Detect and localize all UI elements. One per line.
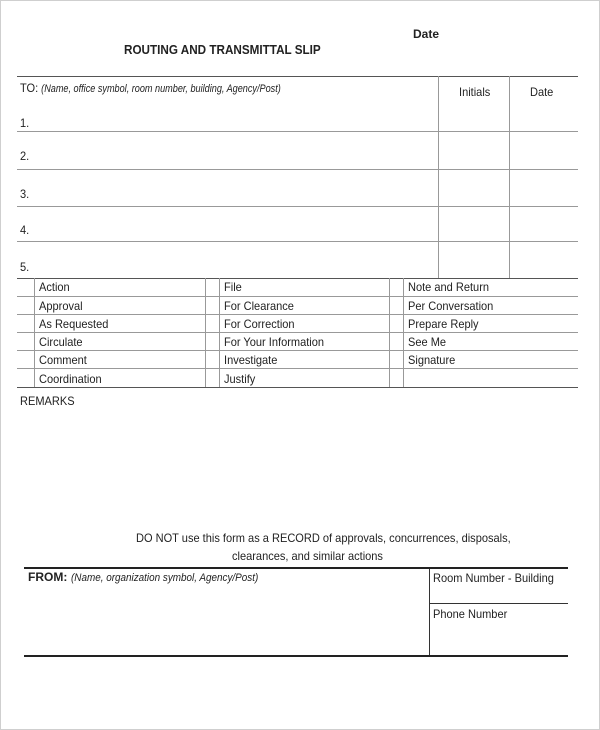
to-field-label	[20, 81, 308, 95]
to-row-number: 5.	[20, 260, 30, 274]
from-prefix: FROM:	[28, 570, 68, 584]
checkbox-column-divider	[403, 278, 404, 387]
to-row-rule	[17, 241, 578, 242]
phone-top-rule	[429, 603, 568, 604]
to-row-rule	[17, 131, 578, 132]
to-row-number: 2.	[20, 149, 30, 163]
notice-line-1: DO NOT use this form as a RECORD of approvals, concurrences, disposals,	[136, 531, 511, 545]
action-option: Coordination	[39, 372, 102, 386]
to-hint: (Name, office symbol, room number, building, Agency/Post)	[41, 83, 281, 95]
actions-row-rule	[17, 368, 578, 369]
header-date-label: Date	[413, 27, 440, 41]
action-option: For Correction	[224, 317, 295, 331]
to-row-number: 4.	[20, 223, 30, 237]
initials-column-header: Initials	[459, 85, 491, 99]
action-option: File	[224, 280, 242, 294]
checkbox-column-divider	[389, 278, 390, 387]
action-option: For Your Information	[224, 335, 325, 349]
action-option: Approval	[39, 299, 83, 313]
notice-line-2: clearances, and similar actions	[232, 549, 383, 563]
phone-number-label: Phone Number	[433, 607, 508, 621]
action-option: Investigate	[224, 353, 278, 367]
to-row-rule	[17, 169, 578, 170]
from-bottom-rule	[24, 655, 568, 657]
remarks-label: REMARKS	[20, 394, 75, 408]
action-option: Signature	[408, 353, 456, 367]
to-top-rule	[17, 76, 578, 77]
actions-row-rule	[17, 332, 578, 333]
action-option: Note and Return	[408, 280, 490, 294]
action-option: Justify	[224, 372, 256, 386]
room-number-label: Room Number - Building	[433, 571, 554, 585]
actions-row-rule	[17, 314, 578, 315]
action-option: Per Conversation	[408, 299, 494, 313]
action-option: As Requested	[39, 317, 109, 331]
date-left-divider	[509, 76, 510, 278]
checkbox-column-divider	[205, 278, 206, 387]
to-row-number: 1.	[20, 116, 30, 130]
actions-row-rule	[17, 350, 578, 351]
to-row-number: 3.	[20, 187, 30, 201]
action-option: Circulate	[39, 335, 83, 349]
date-column-header: Date	[530, 85, 554, 99]
action-option: Action	[39, 280, 70, 294]
form-title: ROUTING AND TRANSMITTAL SLIP	[124, 42, 321, 57]
from-field-label	[28, 570, 279, 584]
checkbox-column-divider	[219, 278, 220, 387]
actions-top-rule	[17, 278, 578, 279]
action-option: Comment	[39, 353, 87, 367]
from-hint: (Name, organization symbol, Agency/Post)	[70, 572, 258, 584]
to-prefix: TO:	[20, 81, 39, 95]
action-option: For Clearance	[224, 299, 294, 313]
actions-bottom-rule	[17, 387, 578, 388]
checkbox-column-divider	[34, 278, 35, 387]
from-column-divider	[429, 569, 430, 655]
initials-left-divider	[438, 76, 439, 278]
action-option: See Me	[408, 335, 447, 349]
actions-row-rule	[17, 296, 578, 297]
action-option: Prepare Reply	[408, 317, 479, 331]
from-top-rule	[24, 567, 568, 569]
to-row-rule	[17, 206, 578, 207]
